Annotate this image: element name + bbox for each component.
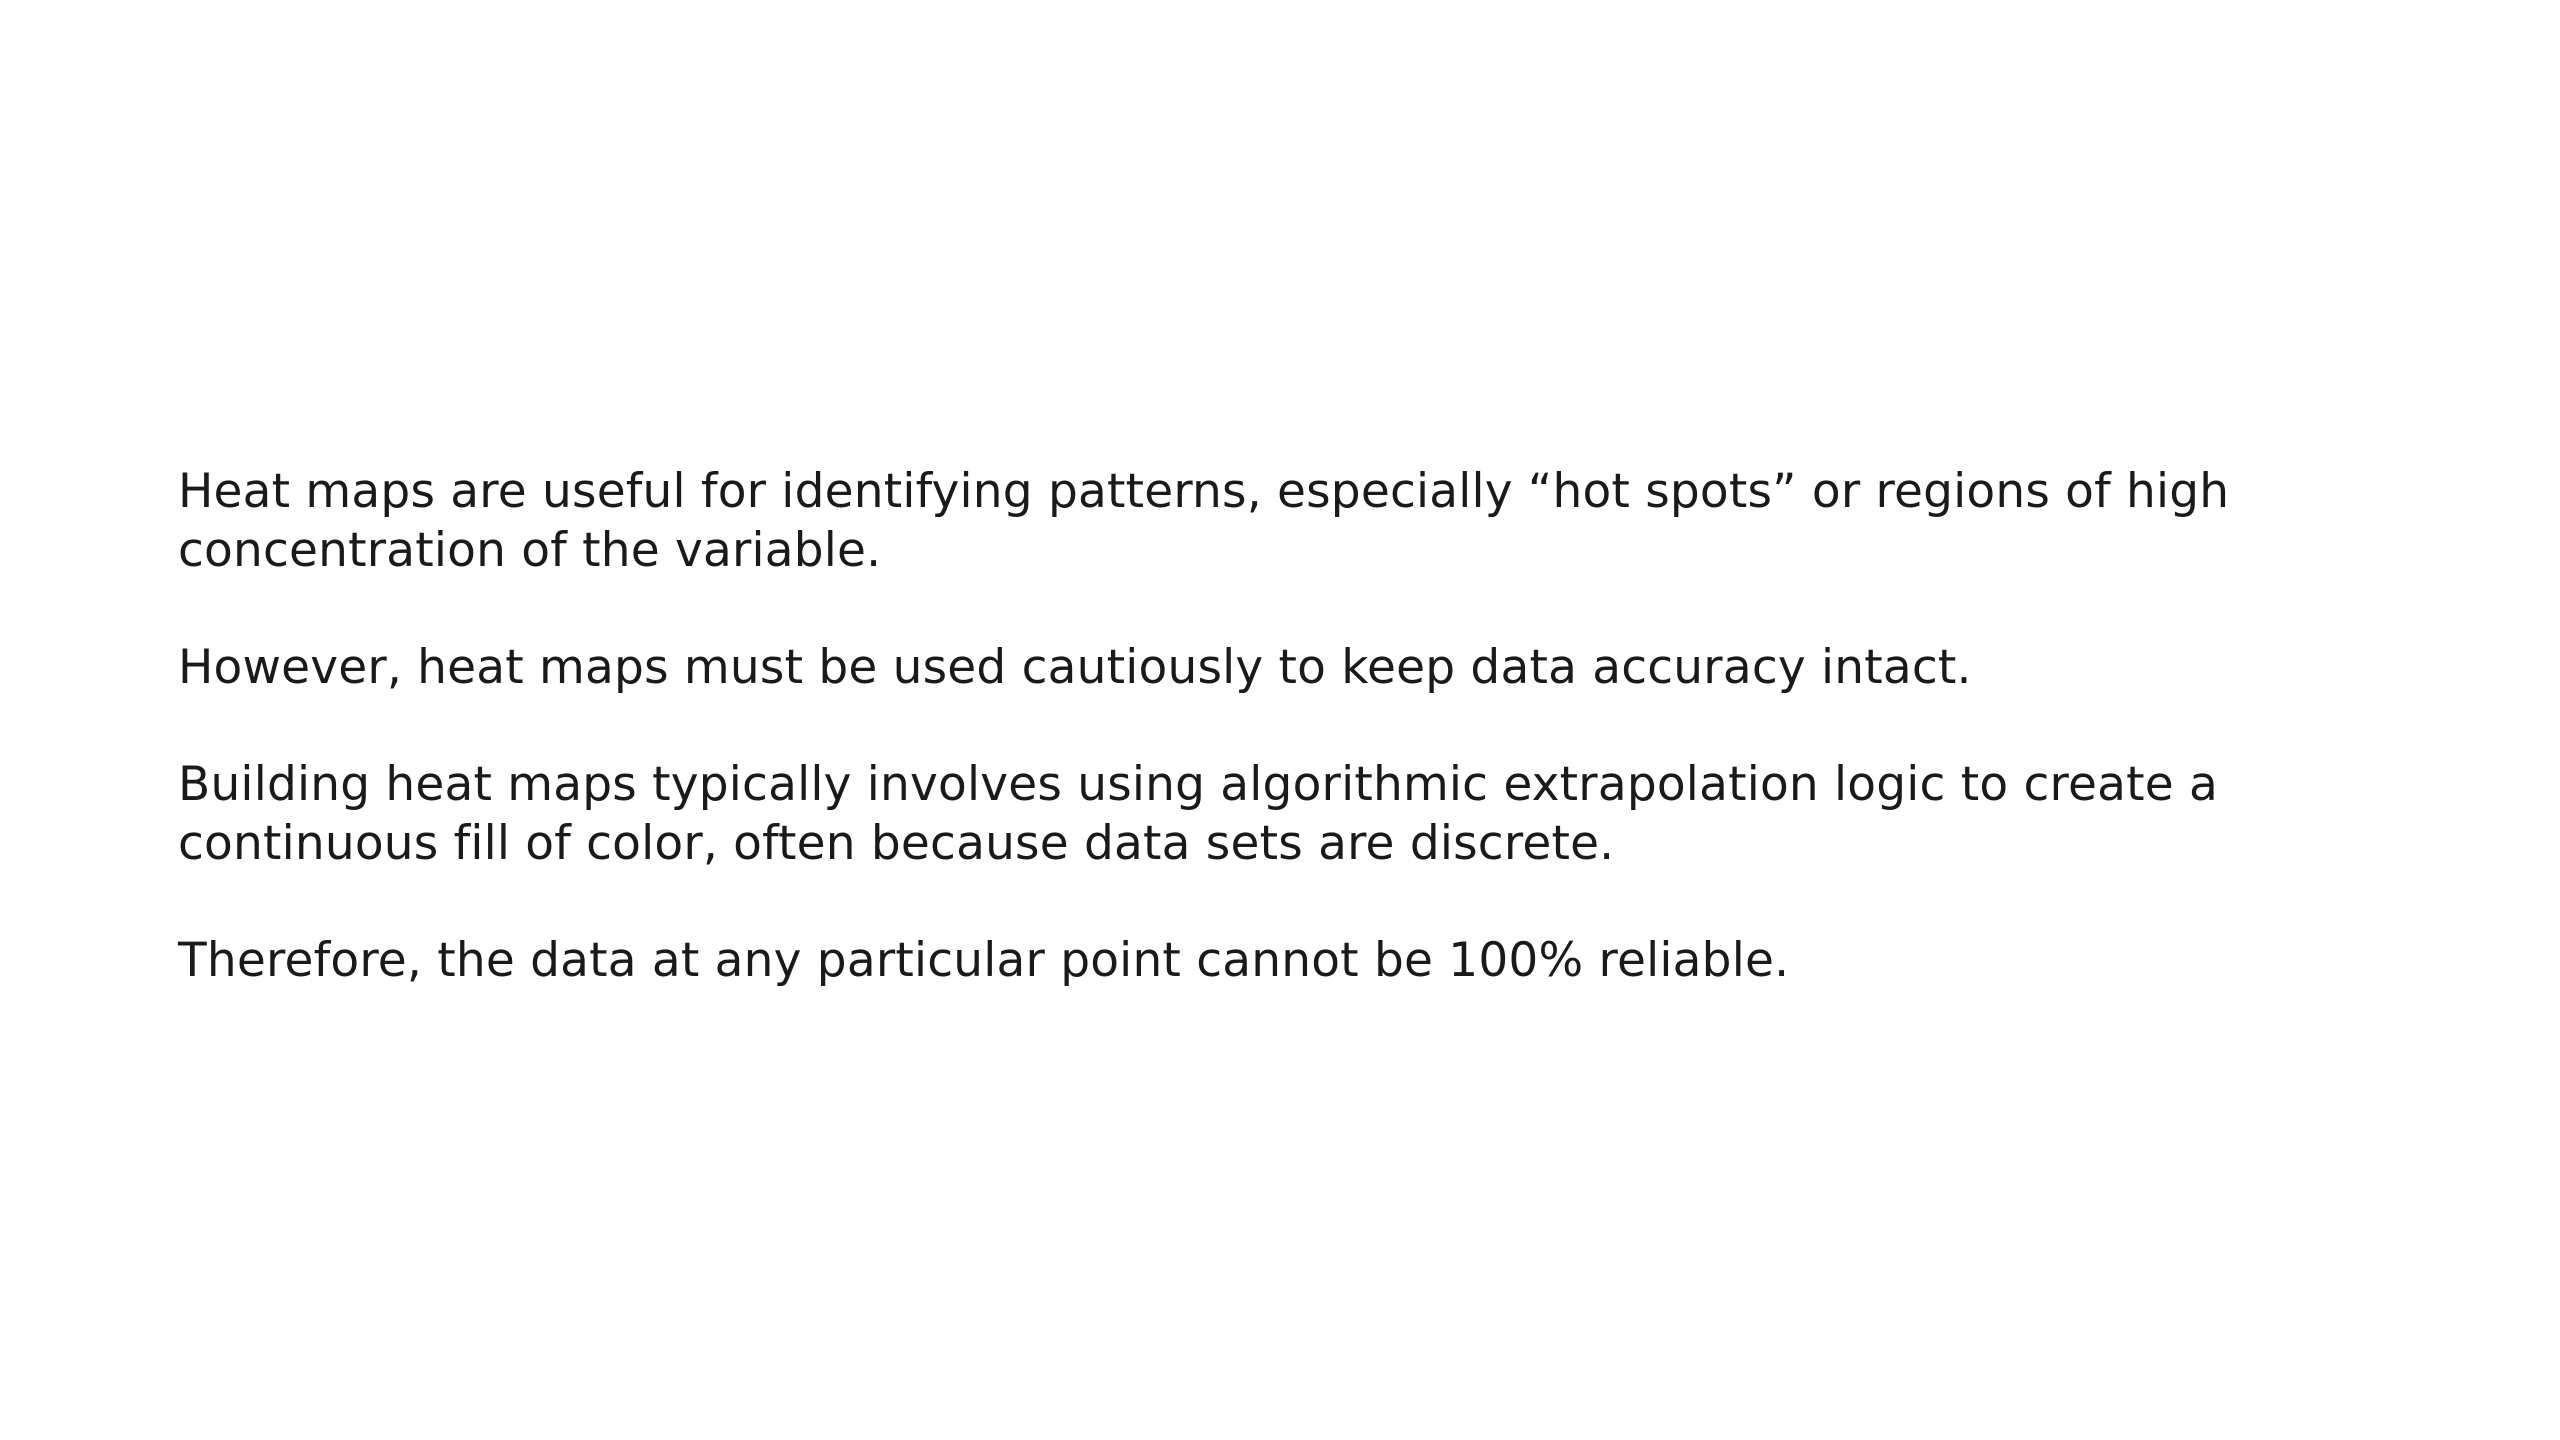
paragraph-reliability: Therefore, the data at any particular point cannot be 100% reliable. xyxy=(178,933,1790,988)
slide-body xyxy=(178,462,2418,990)
paragraph-extrapolation: Building heat maps typically involves using algorithmic extrapolation logic to create a continuous fill of color, often because data sets are discrete. xyxy=(178,757,2218,871)
paragraph-caution: However, heat maps must be used cautiously to keep data accuracy intact. xyxy=(178,640,1972,695)
paragraph-heat-maps-usefulness: Heat maps are useful for identifying patterns, especially “hot spots” or regions of high concentration of the variable. xyxy=(178,464,2230,578)
